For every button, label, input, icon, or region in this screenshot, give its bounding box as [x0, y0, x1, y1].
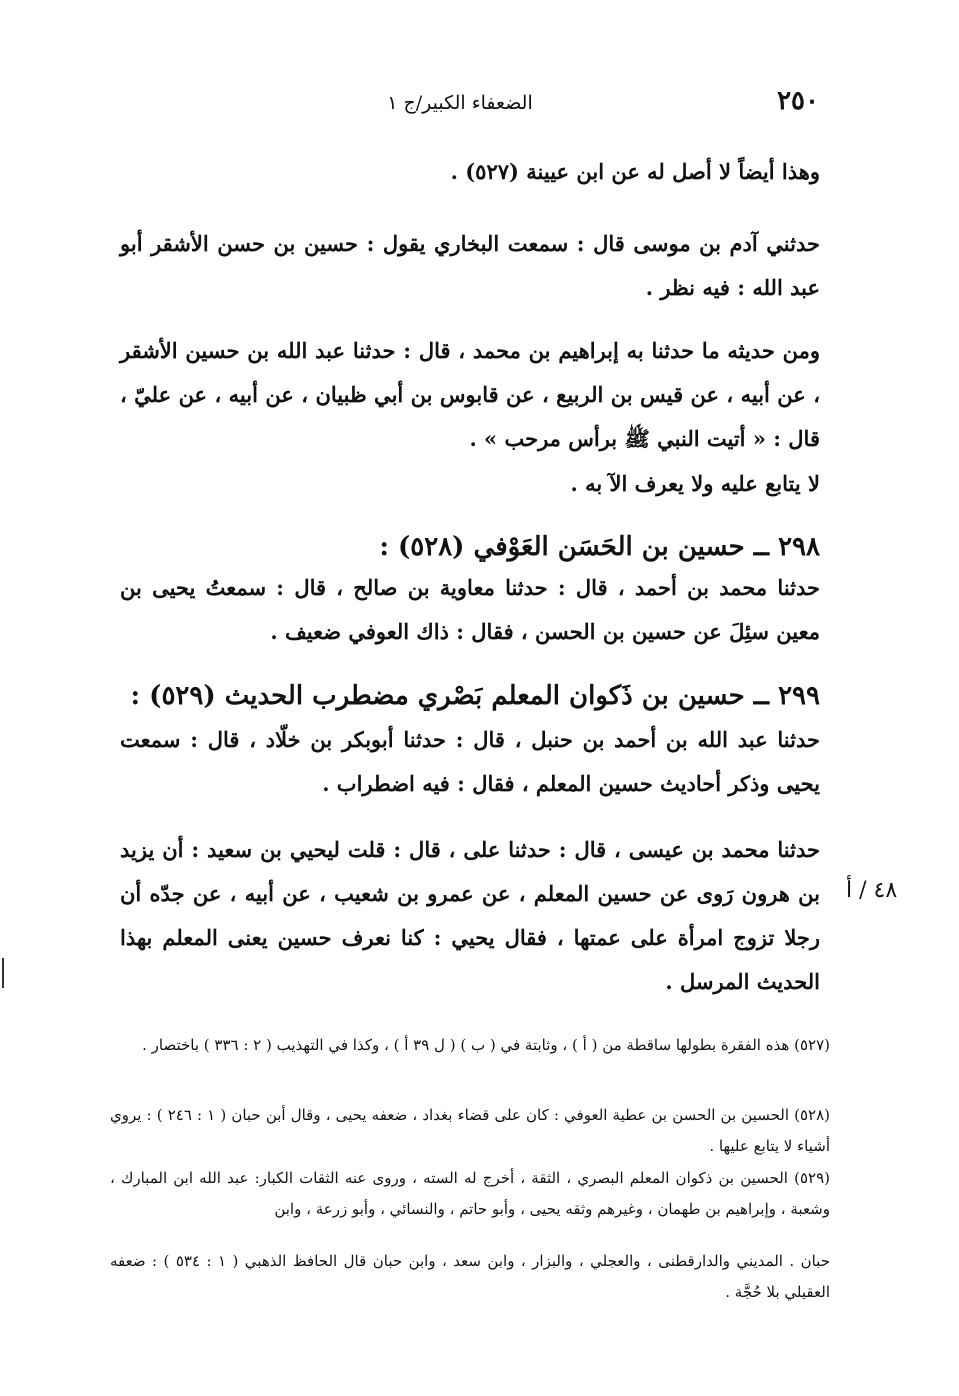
paragraph-bukhari-statement: حدثني آدم بن موسى قال : سمعت البخاري يقول : حسين بن حسن الأشقر أبو عبد الله : فيه نظر .	[120, 231, 820, 300]
paragraph-no-origin: وهذا أيضاً لا أصل له عن ابن عيينة (٥٢٧) .	[450, 159, 820, 184]
paragraph-not-followed: لا يتابع عليه ولا يعرف الآ به .	[570, 471, 820, 496]
footnote-529-part1: (٥٢٩) الحسين بن ذكوان المعلم البصري ، الثقة ، أخرج له السته ، وروى عنه الثقات الكبار: عبد الله ابن المبارك ، وشعبة ، وإبراهيم بن طهمان ، وغيرهم وثقه يحيى ، وأبو حاتم ، والنسائي ، وأبو زرعة ، وابن	[110, 1169, 830, 1218]
paragraph-entry-299-b: حدثنا محمد بن عيسى ، قال : حدثنا على ، قال : قلت ليحيي بن سعيد : أن يزيد بن هرون رَوى عن حسين المعلم ، عن عمرو بن شعيب ، عن أبيه ، عن جدّه أن رجلا تزوج امرأة على عمتها ، فقال يحيي : كنا نعرف حسين يعنى المعلم بهذا الحديث المرسل .	[120, 837, 820, 994]
page-number: ٢٥٠	[777, 86, 819, 116]
footnote-527: (٥٢٧) هذه الفقرة بطولها ساقطة من ( أ ) ، وثابتة في ( ب ) ( ل ٣٩ أ ) ، وكذا في التهذيب ( ٢ : ٣٣٦ ) باختصار .	[142, 1036, 830, 1054]
paragraph-entry-298: حدثنا محمد بن أحمد ، قال : حدثنا معاوية بن صالح ، قال : سمعتُ يحيى بن معين سئِلَ عن حسين بن الحسن ، فقال : ذاك العوفي ضعيف .	[120, 575, 820, 644]
footnote-528: (٥٢٨) الحسين بن الحسن بن عطية العوفي : كان على قضاء بغداد ، ضعفه يحيى ، وقال أبن حبان ( ١ : ٢٤٦ ) : يروي أشياء لا يتابع عليها .	[110, 1106, 830, 1155]
entry-heading-298: ٢٩٨ ــ حسين بن الحَسَن العَوْفي (٥٢٨) :	[379, 532, 820, 562]
footnote-529-part2: حبان . المديني والدارقطنى ، والعجلي ، والبزار ، وابن سعد ، وابن حبان قال الحافظ الذهبي ( ١ : ٥٣٤ ) : ضعفه العقيلي بلا حُجَّة .	[110, 1252, 830, 1301]
running-title: الضعفاء الكبير/ج ١	[387, 92, 533, 114]
margin-folio-note: ٤٨ / أ	[846, 878, 898, 903]
paragraph-hadith-narration: ومن حديثه ما حدثنا به إبراهيم بن محمد ، قال : حدثنا عبد الله بن حسين الأشقر ، عن أبيه ، عن قيس بن الربيع ، عن قابوس بن أبي ظبيان ، عن أبيه ، عن عليّ ، قال : « أتيت النبي ﷺ برأس مرحب » .	[120, 338, 820, 451]
page-edge-mark	[2, 958, 4, 988]
entry-heading-299: ٢٩٩ ــ حسين بن ذَكوان المعلم بَصْري مضطرب الحديث (٥٢٩) :	[130, 681, 820, 711]
paragraph-entry-299-a: حدثنا عبد الله بن أحمد بن حنبل ، قال : حدثنا أبوبكر بن خلّاد ، قال : سمعت يحيى وذكر أحاديث حسين المعلم ، فقال : فيه اضطراب .	[120, 727, 820, 796]
